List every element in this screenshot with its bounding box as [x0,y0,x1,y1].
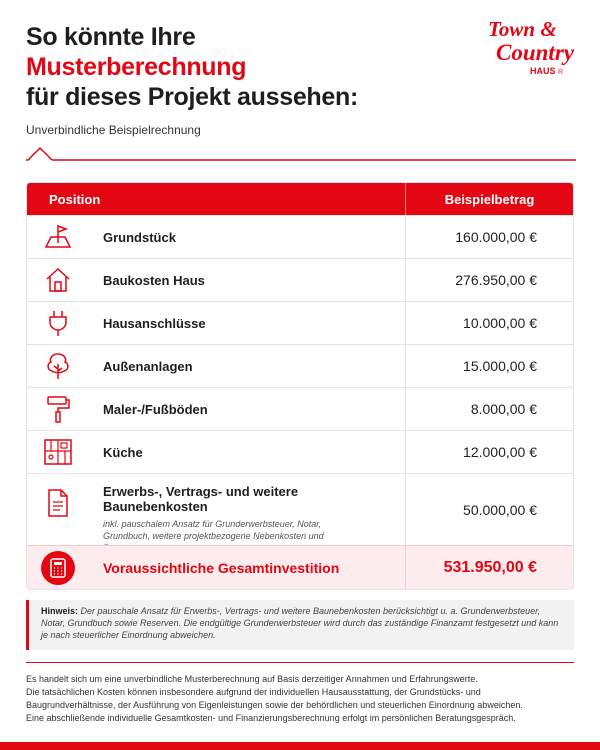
cost-table [26,182,574,590]
row-amount: 12.000,00 € [405,431,573,473]
row-amount: 50.000,00 € [405,474,573,545]
row-label: Küche [103,444,143,460]
row-label: Maler-/Fußböden [103,401,208,417]
row-amount: 8.000,00 € [405,388,573,430]
note-box [26,600,574,650]
note-title: Hinweis: [41,606,79,616]
table-row [27,387,573,430]
bottom-bar [0,742,600,750]
disclaimer-line: Eine abschließende individuelle Gesamtkosten- und Finanzierungsberechnung erfolgt im persönlichen Beratungsgespräch. [26,713,516,723]
table-row [27,344,573,387]
row-amount: 15.000,00 € [405,345,573,387]
row-amount: 10.000,00 € [405,302,573,344]
kitchen-icon [43,437,73,467]
paint-roller-icon [43,394,73,424]
total-label: Voraussichtliche Gesamtinvestition [103,559,340,576]
column-header-amount: Beispielbetrag [405,183,573,215]
headline-line-1: So könnte Ihre [26,23,196,51]
table-row [27,473,573,545]
note-text: Der pauschale Ansatz für Erwerbs-, Vertrags- und weitere Baunebenkosten berücksichtigt u. a. Grunderwerbsteuer, Notar, Grundbuch sowie Reserven. Die endgültige Grunderwerbsteuer wird durch das zuständige Finanzamt festgesetzt und kann je nach steuerlicher Einordnung abweichen. [41,606,559,640]
row-label: Hausanschlüsse [103,315,206,331]
row-label: Baukosten Haus [103,272,205,288]
row-amount: 276.950,00 € [405,259,573,301]
disclaimer-line: Die tatsächlichen Kosten können insbesondere aufgrund der individuellen Hausausstattung, der Grundstücks- und [26,687,481,697]
row-label: Erwerbs-, Vertrags- und weitere Baunebenkosten [103,484,299,514]
headline-line-3: für dieses Projekt aussehen: [26,83,359,111]
logo-mark: ® [558,69,564,76]
disclaimer-line: Es handelt sich um eine unverbindliche Musterberechnung auf Basis derzeitiger Annahmen und Erfahrungswerte. [26,674,478,684]
table-header [27,183,573,215]
total-row [27,545,573,589]
house-icon [43,265,73,295]
tree-icon [43,351,73,381]
plug-icon [43,308,73,338]
row-amount: 160.000,00 € [405,216,573,258]
disclaimer-line: Baugrundverhältnisse, der Ausführung von Eigenleistungen sowie der behördlichen und steuerlichen Einordnung abweichen. [26,700,523,710]
row-sublabel: inkl. pauschalem Ansatz für Grunderwerbsteuer, Notar, Grundbuch, weitere projektbezogene Nebenkosten und [103,519,324,541]
divider [26,662,574,663]
table-row [27,258,573,301]
page-header [26,22,358,112]
row-label: Außenanlagen [103,358,193,374]
logo-line-3: HAUS [530,66,556,76]
subtitle: Unverbindliche Beispielrechnung [26,123,201,137]
total-amount: 531.950,00 € [405,546,573,589]
disclaimer [26,673,574,725]
table-row [27,430,573,473]
table-row [27,215,573,258]
column-header-position: Position [49,191,101,207]
calculator-icon [41,551,75,585]
logo-line-2: Country [496,40,574,65]
row-label: Grundstück [103,229,176,245]
headline-line-2: Musterberechnung [26,53,247,81]
document-icon [43,488,73,518]
table-row [27,301,573,344]
land-plot-icon [43,222,73,252]
house-divider-icon [26,144,576,164]
town-country-haus-logo [486,14,576,82]
logo-line-1: Town & [488,17,557,41]
